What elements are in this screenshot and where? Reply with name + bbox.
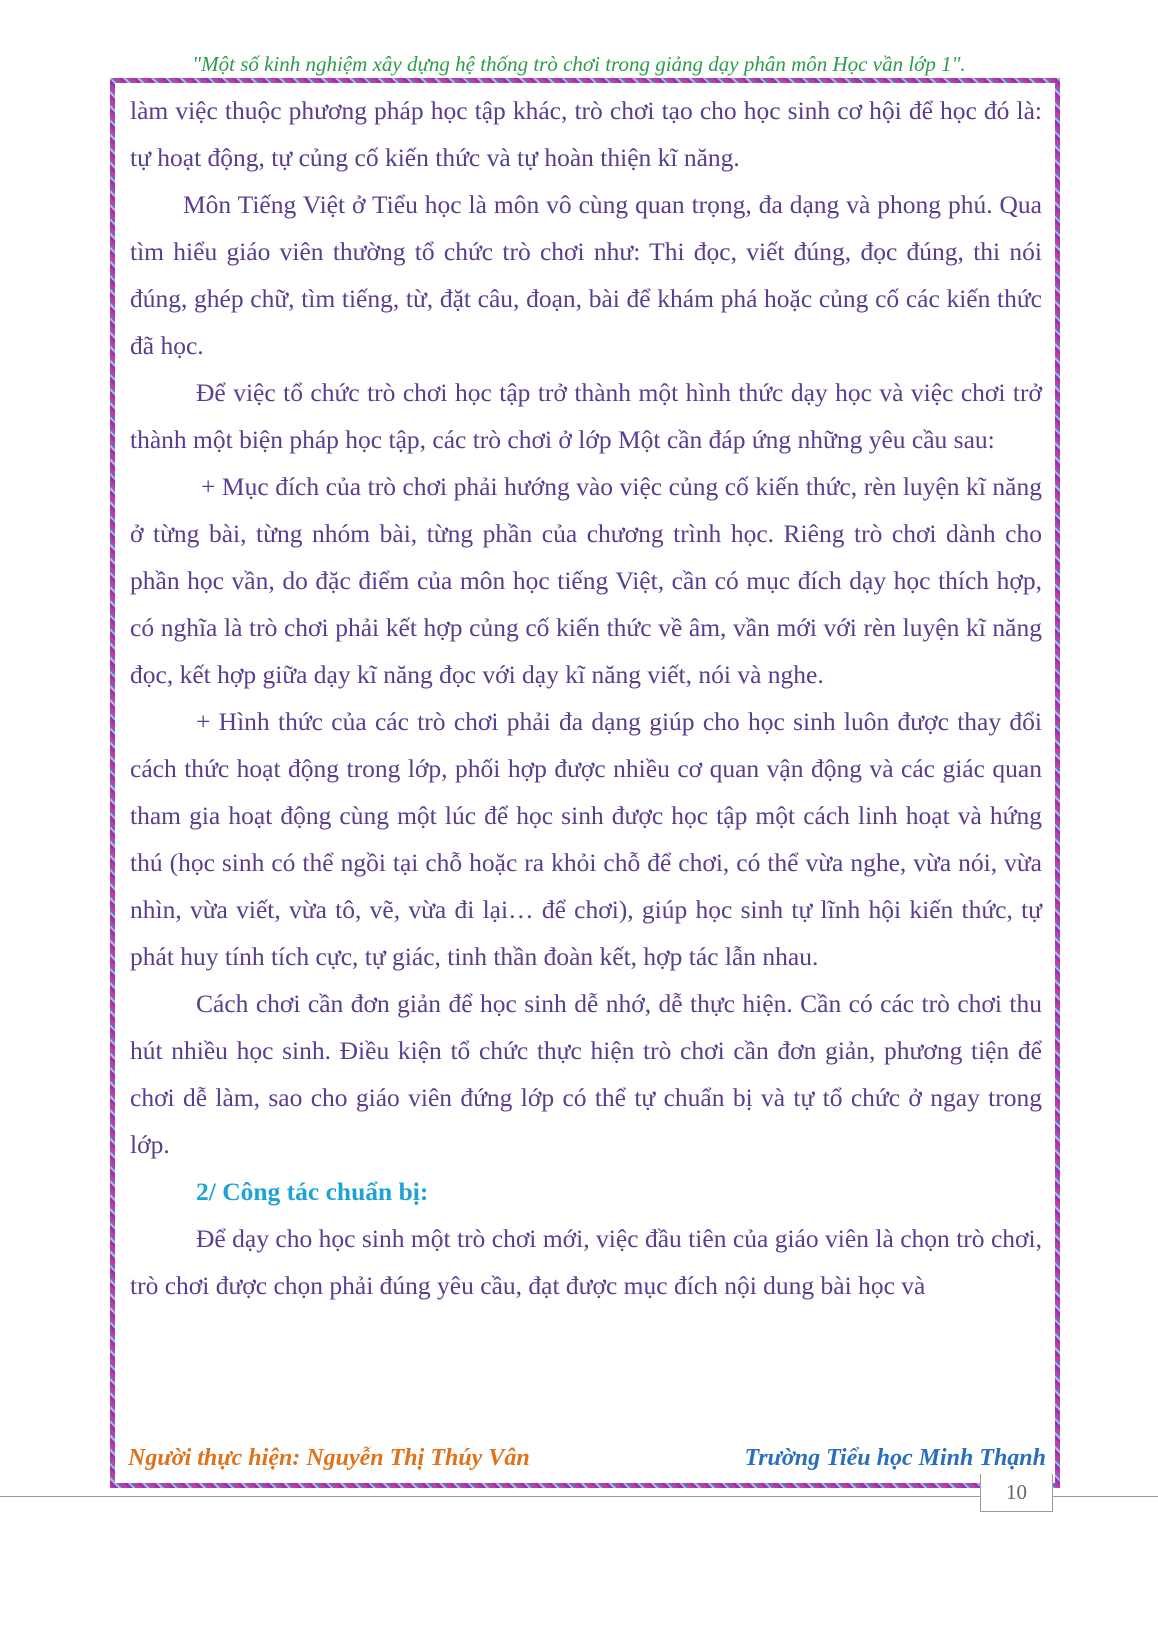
paragraph-3: Để việc tổ chức trò chơi học tập trở thành một hình thức dạy học và việc chơi trở thành một biện pháp học tập, các trò chơi ở lớp Một cần đáp ứng những yêu cầu sau:	[130, 378, 1042, 454]
paragraph-7: Để dạy cho học sinh một trò chơi mới, việc đầu tiên của giáo viên là chọn trò chơi, trò chơi được chọn phải đúng yêu cầu, đạt được mục đích nội dung bài học và	[130, 1224, 1042, 1300]
paragraph-6: Cách chơi cần đơn giản để học sinh dễ nhớ, dễ thực hiện. Cần có các trò chơi thu hút nhiều học sinh. Điều kiện tổ chức thực hiện trò chơi cần đơn giản, phương tiện để chơi dễ làm, sao cho giáo viên đứng lớp có thể tự chuẩn bị và tự tổ chức ở ngay trong lớp.	[130, 989, 1042, 1159]
footer-divider-right	[1053, 1496, 1158, 1497]
paragraph-2: Môn Tiếng Việt ở Tiểu học là môn vô cùng quan trọng, đa dạng và phong phú. Qua tìm hiểu giáo viên thường tổ chức trò chơi như: Thi đọc, viết đúng, đọc đúng, thi nói đúng, ghép chữ, tìm tiếng, từ, đặt câu, đoạn, bài để khám phá hoặc củng cố các kiến thức đã học.	[130, 190, 1042, 360]
footer-author: Người thực hiện: Nguyễn Thị Thúy Vân	[128, 1445, 530, 1471]
paragraph-5: + Hình thức của các trò chơi phải đa dạng giúp cho học sinh luôn được thay đổi cách thức hoạt động trong lớp, phối hợp được nhiều cơ quan vận động và các giác quan tham gia hoạt động cùng một lúc để học sinh được học tập một cách linh hoạt và hứng thú (học sinh có thể ngồi tại chỗ hoặc ra khỏi chỗ để chơi, có thể vừa nghe, vừa nói, vừa nhìn, vừa viết, vừa tô, vẽ, vừa đi lại… để chơi), giúp học sinh tự lĩnh hội kiến thức, tự phát huy tính tích cực, tự giác, tinh thần đoàn kết, hợp tác lẫn nhau.	[130, 707, 1042, 971]
footer-divider	[0, 1496, 980, 1497]
paragraph-1: làm việc thuộc phương pháp học tập khác, trò chơi tạo cho học sinh cơ hội để học đó là: tự hoạt động, tự củng cố kiến thức và tự hoàn thiện kĩ năng.	[130, 96, 1042, 172]
document-header: "Một số kinh nghiệm xây dựng hệ thống trò chơi trong giảng dạy phân môn Học vần lớp 1".	[192, 52, 966, 76]
paragraph-4: + Mục đích của trò chơi phải hướng vào việc củng cố kiến thức, rèn luyện kĩ năng ở từng bài, từng nhóm bài, từng phần của chương trình học. Riêng trò chơi dành cho phần học vần, do đặc điểm của môn học tiếng Việt, cần có mục đích dạy học thích hợp, có nghĩa là trò chơi phải kết hợp củng cố kiến thức về âm, vần mới với rèn luyện kĩ năng đọc, kết hợp giữa dạy kĩ năng đọc với dạy kĩ năng viết, nói và nghe.	[130, 472, 1042, 689]
page-body	[130, 87, 1042, 1309]
section-heading: 2/ Công tác chuẩn bị:	[196, 1177, 429, 1206]
footer-school: Trường Tiểu học Minh Thạnh	[744, 1445, 1046, 1471]
page-number: 10	[980, 1474, 1053, 1512]
